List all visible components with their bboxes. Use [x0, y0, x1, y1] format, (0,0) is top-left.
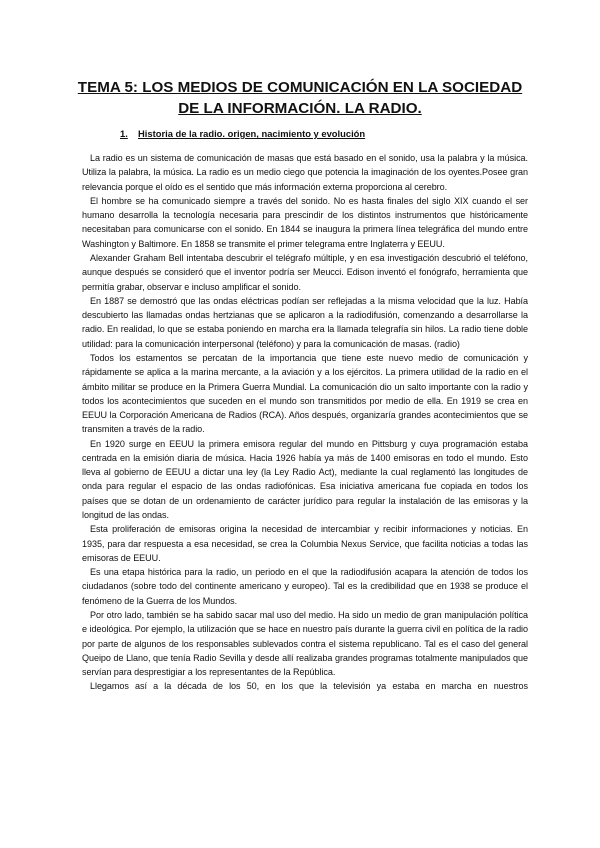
paragraph-6: En 1920 surge en EEUU la primera emisora regular del mundo en Pittsburg y cuya programación estaba centrada en la emisión diaria de música. Hacia 1926 había ya más de 1400 emisoras en todo el mundo. Esto lleva al gobierno de EEUU a dictar una ley (la Ley Radio Act), mediante la cual reglamentó las longitudes de onda para regular el espacio de las ondas radiofónicas. Esa iniciativa americana fue copiada en todos los países que se dotan de un ordenamiento de carácter jurídico para regular la instalación de las emisoras y la longitud de las ondas.	[82, 438, 528, 521]
document-title	[60, 77, 540, 119]
paragraph-2: El hombre se ha comunicado siempre a través del sonido. No es hasta finales del siglo XIX cuando el ser humano desarrolla la tecnología necesaria para prescindir de los distintos instrumentos que históricamente necesitaban para comunicarse con el sonido. En 1844 se inaugura la primera línea telegráfica del mundo entre Washington y Baltimore. En 1858 se transmite el primer telegrama entre Inglaterra y EEUU.	[82, 195, 528, 249]
section-heading	[120, 128, 365, 139]
paragraph-10: Llegamos así a la década de los 50, en los que la televisión ya estaba en marcha en nuestros	[90, 681, 528, 692]
paragraph-7: Esta proliferación de emisoras origina la necesidad de intercambiar y recibir informaciones y noticias. En 1935, para dar respuesta a esa necesidad, se crea la Columbia Nexus Service, que facilita noticias a todas las emisoras de EEUU.	[82, 524, 528, 563]
section-title: Historia de la radio. origen, nacimiento y evolución	[138, 128, 366, 139]
paragraph-8: Es una etapa histórica para la radio, un periodo en el que la radiodifusión acapara la atención de todos los ciudadanos (sobre todo del continente americano y europeo). Tal es la credibilidad que en 1938 se produce el fenómeno de la Guerra de los Mundos.	[82, 567, 528, 606]
paragraph-3: Alexander Graham Bell intentaba descubrir el telégrafo múltiple, y en esa investigación descubrió el teléfono, aunque después se consideró que el inventor podría ser Meucci. Edison inventó el fonógrafo, herramienta que permitía grabar, observar e incluso amplificar el sonido.	[82, 252, 528, 292]
title-line-1: TEMA 5: LOS MEDIOS DE COMUNICACIÓN EN LA SOCIEDAD	[77, 79, 523, 96]
paragraph-4: En 1887 se demostró que las ondas eléctricas podían ser reflejadas a la misma velocidad que la luz. Había descubierto las llamadas ondas hertzianas que se aplicaron a la radiodifusión, comenzando a desarrollarse la radio. En realidad, lo que se estaba poniendo en marcha era la llamada telegrafía sin hilos. La radio tiene doble utilidad: para la comunicación interpersonal (teléfono) y para la comunicación de masas. (radio)	[82, 295, 528, 349]
paragraph-9: Por otro lado, también se ha sabido sacar mal uso del medio. Ha sido un medio de gran manipulación política e ideológica. Por ejemplo, la utilización que se hace en nuestro país durante la guerra civil en política de la radio por parte de algunos de los responsables sublevados contra el sistema republicano. Tal es el caso del general Queipo de Llano, que tenía Radio Sevilla y desde allí realizaba grandes programas totalmente manipulados que servían para desprestigiar a los representantes de la República.	[82, 610, 528, 678]
paragraph-1: La radio es un sistema de comunicación de masas que está basado en el sonido, usa la palabra y la música. Utiliza la palabra, la música. La radio es un medio ciego que potencia la imaginación de los oyentes.Posee gran relevancia porque el oído es el sentido que más información externa proporciona al cerebro.	[82, 153, 528, 192]
title-line-2: DE LA INFORMACIÓN. LA RADIO.	[178, 100, 422, 117]
section-number: 1.	[120, 128, 128, 139]
document-body	[82, 151, 528, 693]
paragraph-5: Todos los estamentos se percatan de la importancia que tiene este nuevo medio de comunicación y rápidamente se aplica a la marina mercante, a la aviación y a los ejércitos. La primera utilidad de la radio en el ámbito militar se produce en la Primera Guerra Mundial. La comunicación dio un salto importante con la radio y todos los acontecimientos que suceden en el mundo son transmitidos por medio de ella. En 1919 se crea en EEUU la Corporación Americana de Radios (RCA). Años después, organizaría grandes acontecimientos que se transmiten a través de la radio.	[82, 352, 528, 435]
